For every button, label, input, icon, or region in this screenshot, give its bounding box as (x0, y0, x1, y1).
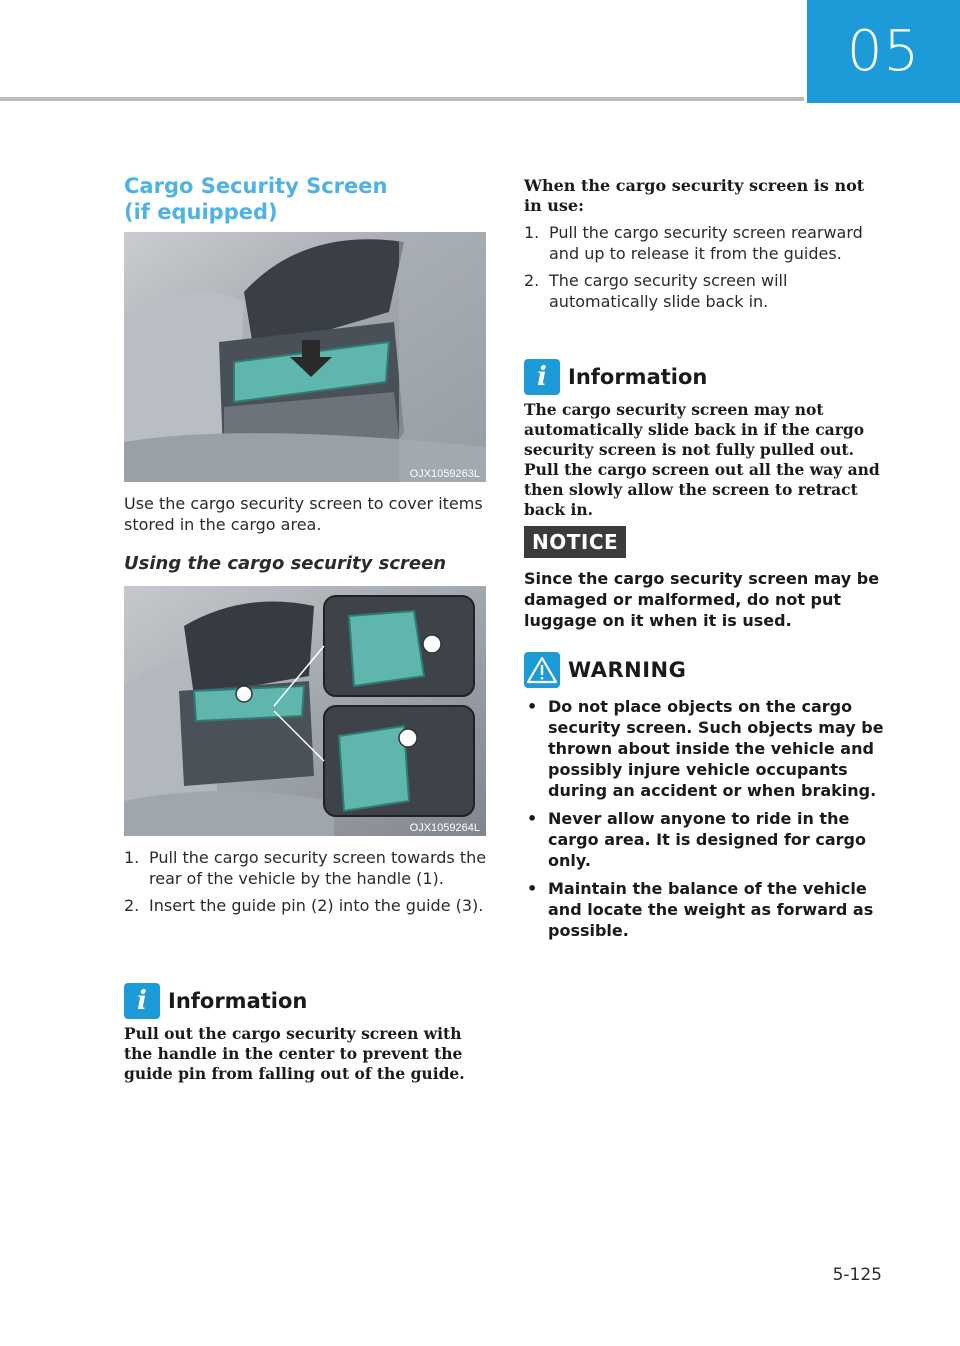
right-information-box (524, 360, 886, 520)
chapter-tab: 05 (807, 0, 960, 103)
warning-item: • Never allow anyone to ride in the cargo area. It is designed for cargo only. (527, 809, 866, 870)
steps-list (524, 222, 886, 312)
figure-cargo-screen-steps (124, 586, 486, 836)
figure1-code: OJX1059263L (409, 468, 480, 480)
not-in-use-heading: When the cargo security screen is not in use: (524, 176, 865, 215)
information-title: Information (168, 989, 308, 1013)
step-item: 1. Pull the cargo security screen towards the rear of the vehicle by the handle (1). (124, 848, 487, 888)
right-steps (524, 222, 886, 318)
information-heading (524, 360, 886, 394)
notice-text: Since the cargo security screen may be damaged or malformed, do not put luggage on it when it is used. (524, 569, 880, 630)
page-number: 5-125 (832, 1265, 882, 1285)
information-icon: i (124, 983, 160, 1019)
notice-box (524, 526, 886, 631)
header-rule (0, 97, 804, 101)
warning-heading (524, 652, 886, 688)
cargo-screen-steps-illustration (124, 586, 486, 836)
cargo-screen-illustration (124, 232, 486, 482)
figure2-code: OJX1059264L (409, 822, 480, 834)
warning-box (524, 652, 886, 948)
figure-cargo-screen-overview (124, 232, 486, 482)
information-text: The cargo security screen may not automatically slide back in if the cargo security screen is not fully pulled out. Pull the cargo screen out all the way and then slowly allow the screen to retract back in. (524, 400, 880, 519)
warning-item: • Maintain the balance of the vehicle and locate the weight as forward as possible. (527, 879, 874, 940)
information-text: Pull out the cargo security screen with the handle in the center to prevent the guide pin from falling out of the guide. (124, 1024, 465, 1083)
section-title-line2: (if equipped) (124, 200, 278, 224)
warning-triangle-icon (524, 652, 560, 688)
information-title: Information (568, 365, 708, 389)
information-heading (124, 984, 494, 1018)
warning-item: • Do not place objects on the cargo security screen. Such objects may be thrown about inside the vehicle and possibly injure vehicle occupants during an accident or when braking. (527, 697, 884, 800)
subheading-using: Using the cargo security screen (124, 553, 447, 574)
intro-text: Use the cargo security screen to cover items stored in the cargo area. (124, 494, 483, 534)
warning-title: WARNING (568, 658, 687, 682)
information-icon: i (524, 359, 560, 395)
left-steps (124, 847, 489, 922)
step-item: 1. Pull the cargo security screen rearward and up to release it from the guides. (524, 223, 863, 263)
section-title-line1: Cargo Security Screen (124, 174, 388, 198)
warning-list (524, 696, 886, 941)
steps-list (124, 847, 489, 916)
notice-badge: NOTICE (524, 526, 626, 558)
left-information-box (124, 984, 494, 1084)
step-item: 2. The cargo security screen will automatically slide back in. (524, 271, 788, 311)
section-title (124, 173, 494, 225)
step-item: 2. Insert the guide pin (2) into the guide (3). (124, 896, 484, 915)
